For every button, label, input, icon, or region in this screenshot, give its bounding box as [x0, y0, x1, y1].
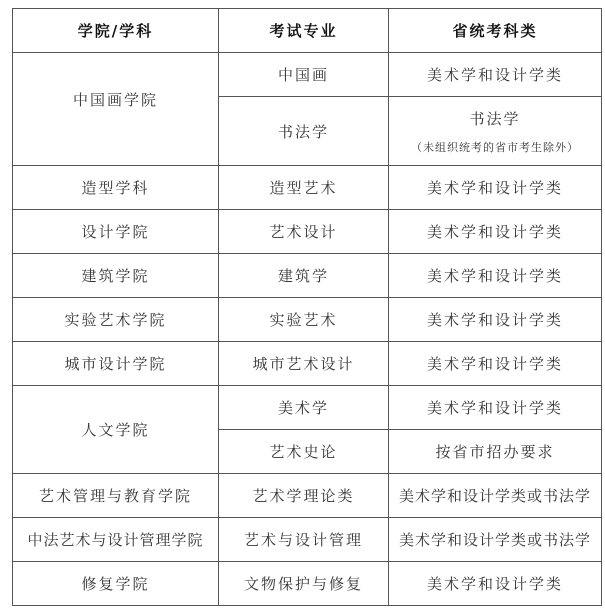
category-cell: 美术学和设计学类 — [389, 386, 602, 430]
category-text: 书法学 — [469, 109, 521, 128]
category-cell: 按省市招办要求 — [389, 430, 602, 474]
category-cell: 美术学和设计学类 — [389, 342, 602, 386]
college-cell: 造型学科 — [13, 166, 219, 210]
major-cell: 书法学 — [219, 97, 389, 166]
table-row — [13, 518, 602, 562]
header-college: 学院/学科 — [13, 9, 219, 53]
college-cell: 修复学院 — [13, 562, 219, 606]
table-row — [13, 254, 602, 298]
category-note: （未组织统考的省市考生除外） — [411, 140, 579, 154]
category-cell: 美术学和设计学类 — [389, 562, 602, 606]
college-cell: 中国画学院 — [13, 53, 219, 166]
table-row — [13, 298, 602, 342]
college-cell: 城市设计学院 — [13, 342, 219, 386]
major-cell: 中国画 — [219, 53, 389, 97]
major-cell: 艺术史论 — [219, 430, 389, 474]
college-cell: 艺术管理与教育学院 — [13, 474, 219, 518]
category-cell: 美术学和设计学类 — [389, 254, 602, 298]
major-cell: 实验艺术 — [219, 298, 389, 342]
college-cell: 中法艺术与设计管理学院 — [13, 518, 219, 562]
major-cell: 美术学 — [219, 386, 389, 430]
category-cell — [389, 97, 602, 166]
category-cell: 美术学和设计学类 — [389, 53, 602, 97]
header-category: 省统考科类 — [389, 9, 602, 53]
major-cell: 艺术学理论类 — [219, 474, 389, 518]
college-cell: 人文学院 — [13, 386, 219, 474]
major-cell: 城市艺术设计 — [219, 342, 389, 386]
table-row — [13, 386, 602, 430]
category-cell: 美术学和设计学类或书法学 — [389, 474, 602, 518]
admission-table — [12, 8, 602, 606]
category-cell: 美术学和设计学类 — [389, 210, 602, 254]
table-row — [13, 342, 602, 386]
major-cell: 造型艺术 — [219, 166, 389, 210]
table-row — [13, 474, 602, 518]
major-cell: 建筑学 — [219, 254, 389, 298]
table-row — [13, 562, 602, 606]
major-cell: 文物保护与修复 — [219, 562, 389, 606]
major-cell: 艺术与设计管理 — [219, 518, 389, 562]
college-cell: 建筑学院 — [13, 254, 219, 298]
category-cell: 美术学和设计学类 — [389, 166, 602, 210]
table-row — [13, 166, 602, 210]
college-cell: 实验艺术学院 — [13, 298, 219, 342]
college-cell: 设计学院 — [13, 210, 219, 254]
category-cell: 美术学和设计学类 — [389, 298, 602, 342]
header-major: 考试专业 — [219, 9, 389, 53]
major-cell: 艺术设计 — [219, 210, 389, 254]
table-row — [13, 53, 602, 97]
table-row — [13, 210, 602, 254]
category-cell: 美术学和设计学类或书法学 — [389, 518, 602, 562]
table-header-row — [13, 9, 602, 53]
